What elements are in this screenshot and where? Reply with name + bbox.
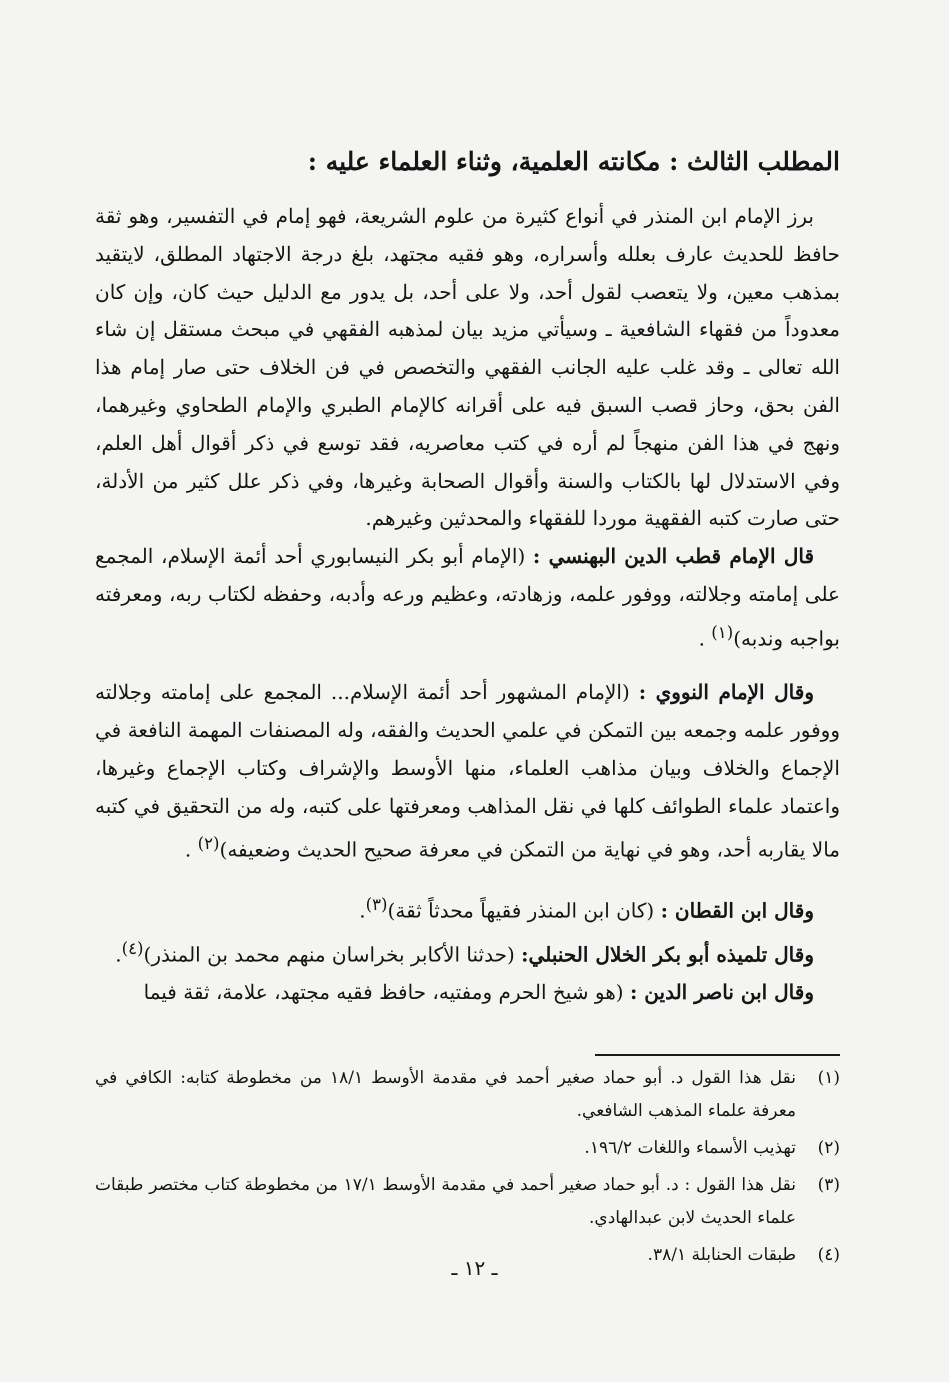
footnote-ref[interactable]: (١) <box>711 622 734 642</box>
quote-text: (الإمام أبو بكر النيسابوري أحد أئمة الإسلام، المجمع على إمامته وجلالته، ووفور علمه، وزهادته، وعظيم ورعه وأدبه، وحفظه لكتاب ربه، ومعرفته بواجبه وندبه) <box>95 544 840 651</box>
footnote-text: طبقات الحنابلة ٣٨/١. <box>647 1245 796 1265</box>
quote-end: . <box>115 942 122 967</box>
footnote-text: تهذيب الأسماء واللغات ١٩٦/٢. <box>584 1138 796 1158</box>
quote-speaker: وقال ابن ناصر الدين : <box>629 980 814 1005</box>
quote-end: . <box>184 838 198 863</box>
page-number: ـ ١٢ ـ <box>451 1256 498 1280</box>
section-heading: المطلب الثالث : مكانته العلمية، وثناء العلماء عليه : <box>307 147 840 176</box>
quote-ibn-nasir-al-din <box>95 973 814 1011</box>
main-text <box>95 140 840 1011</box>
quote-bahnasi <box>95 538 840 658</box>
quote-khallal <box>95 930 814 974</box>
footnote-number: (٣) <box>817 1175 840 1195</box>
quote-nawawi <box>95 674 840 870</box>
footnote-number: (١) <box>817 1068 840 1088</box>
quote-end: . <box>359 898 366 923</box>
footnote-number: (٤) <box>817 1245 840 1265</box>
footnote-item <box>95 1132 840 1165</box>
footnote-item <box>95 1062 840 1128</box>
footnote-ref[interactable]: (٤) <box>121 938 144 958</box>
footnote-ref[interactable]: (٣) <box>365 894 388 914</box>
footnote-separator <box>595 1054 840 1056</box>
quote-ibn-qattan <box>95 886 814 930</box>
footnote-number: (٢) <box>817 1138 840 1158</box>
quote-speaker: قال الإمام قطب الدين البهنسي : <box>532 544 815 569</box>
footnote-ref[interactable]: (٢) <box>197 834 220 854</box>
spacer <box>95 658 840 674</box>
quote-text: (كان ابن المنذر فقيهاً محدثاً ثقة) <box>387 898 661 923</box>
footnotes <box>95 1062 840 1276</box>
quote-speaker: وقال الإمام النووي : <box>638 680 814 705</box>
quote-speaker: وقال ابن القطان : <box>660 898 814 923</box>
footnote-text: نقل هذا القول : د. أبو حماد صغير أحمد في مقدمة الأوسط ١٧/١ من مخطوطة كتاب مختصر طبقات علماء الحديث لابن عبدالهادي. <box>95 1175 797 1228</box>
quote-end: . <box>698 626 712 651</box>
spacer <box>95 870 840 886</box>
footnote-text: نقل هذا القول د. أبو حماد صغير أحمد في مقدمة الأوسط ١٨/١ من مخطوطة كتابه: الكافي في معرفة علماء المذهب الشافعي. <box>95 1068 796 1121</box>
quote-text: (هو شيخ الحرم ومفتيه، حافظ فقيه مجتهد، علامة، ثقة فيما <box>143 980 630 1005</box>
quote-text: (حدثنا الأكابر بخراسان منهم محمد بن المنذر) <box>143 942 522 967</box>
quote-speaker: وقال تلميذه أبو بكر الخلال الحنبلي: <box>521 942 814 967</box>
intro-paragraph: برز الإمام ابن المنذر في أنواع كثيرة من علوم الشريعة، فهو إمام في التفسير، وهو ثقة حافظ للحديث عارف بعلله وأسراره، وهو فقيه مجتهد، بلغ درجة الاجتهاد المطلق، لايتقيد بمذهب معين، ولا يتعصب لقول أحد، ولا على أحد، بل يدور مع الدليل حيث كان، وإن كان معدوداً من فقهاء الشافعية ـ وسيأتي مزيد بيان لمذهبه الفقهي في مبحث مستقل إن شاء الله تعالى ـ وقد غلب عليه الجانب الفقهي والتخصص في فن الخلاف حتى صار إمام هذا الفن بحق، وحاز قصب السبق فيه على أقرانه كالإمام الطبري والإمام الطحاوي وغيرهما، ونهج في هذا الفن منهجاً لم أره في كتب معاصريه، فقد توسع في ذكر أقوال أهل العلم، وفي الاستدلال لها بالكتاب والسنة وأقوال الصحابة وغيرها، وفي ذكر علل كثير من الأدلة، حتى صارت كتبه الفقهية موردا للفقهاء والمحدثين وغيرهم. <box>95 204 840 531</box>
footnote-item <box>95 1169 840 1235</box>
quote-text: (الإمام المشهور أحد أئمة الإسلام... المجمع على إمامته وجلالته ووفور علمه وجمعه بين التمكن في علمي الحديث والفقه، وله المصنفات المهمة النافعة في الإجماع والخلاف وبيان مذاهب العلماء، منها الأوسط والإشراف وكتاب الإجماع وغيرها، واعتماد علماء الطوائف كلها في نقل المذاهب ومعرفتها على كتبه، وله من التحقيق في كتبه مالا يقاربه أحد، وهو في نهاية من التمكن في معرفة صحيح الحديث وضعيفه) <box>95 680 840 863</box>
